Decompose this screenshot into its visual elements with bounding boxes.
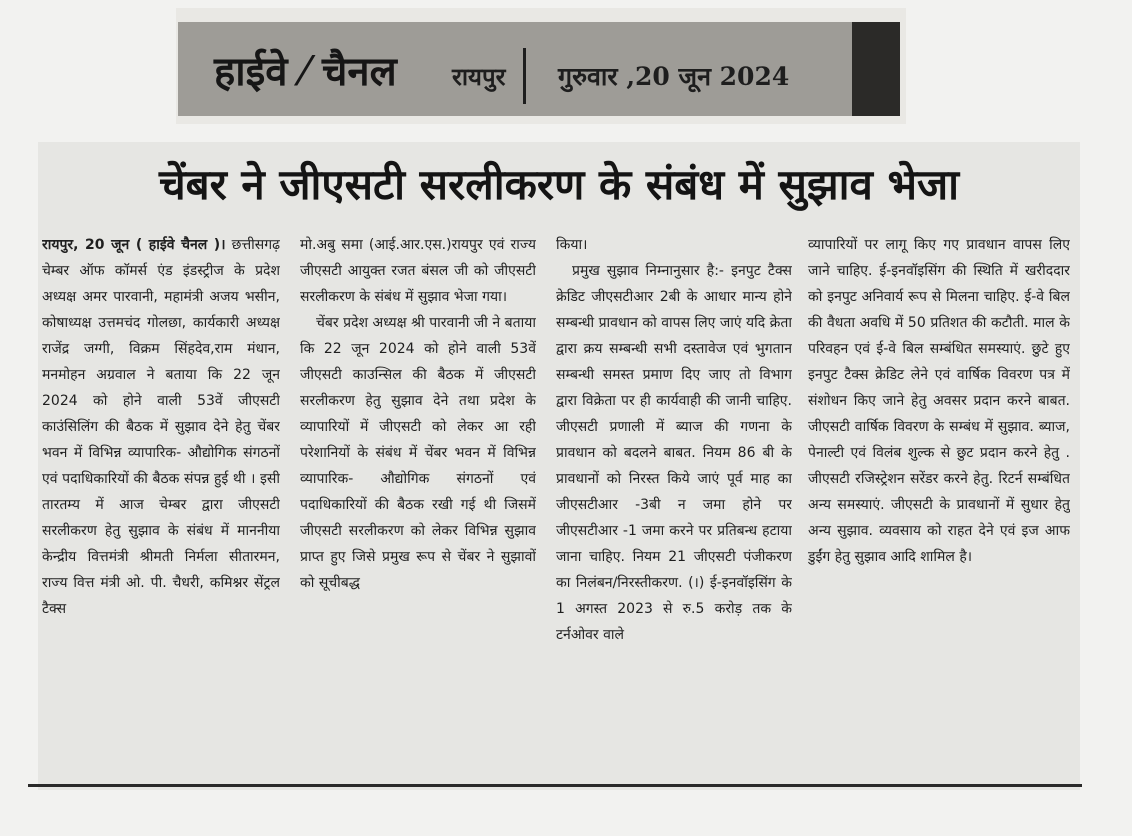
article-column-4	[808, 232, 1070, 772]
paragraph-text: छत्तीसगढ़ चेम्बर ऑफ कॉमर्स एंड इंडस्ट्रीज के प्रदेश अध्यक्ष अमर पारवानी, महामंत्री अजय भसीन, कोषाध्यक्ष उत्तमचंद गोलछा, कार्यकारी अध्यक्ष राजेंद्र जग्गी, विक्रम सिंहदेव,राम मंधान, मनमोहन अग्रवाल ने बताया कि 22 जून 2024 को होने वाली 53वें जीएसटी काउंसिलिंग की बैठक में सुझाव देने हेतु चेंबर भवन में विभिन्न व्यापारिक- औद्योगिक संगठनों एवं पदाधिकारियों की बैठक संपन्न हुई थी । इसी तारतम्य में आज चेम्बर द्वारा जीएसटी सरलीकरण हेतु सुझाव के संबंध में माननीया केन्द्रीय वित्तमंत्री श्रीमती निर्मला सीतारमन, राज्य वित्त मंत्री ओ. पी. चैधरी, कमिश्नर सेंट्रल टैक्स	[42, 237, 280, 617]
masthead-city: रायपुर	[452, 62, 506, 91]
news-article	[38, 142, 1080, 790]
article-dateline: रायपुर, 20 जून ( हाईवे चैनल )।	[42, 237, 226, 253]
article-paragraph	[42, 232, 280, 622]
article-paragraph: व्यापारियों पर लागू किए गए प्रावधान वापस लिए जाने चाहिए. ई-इनवॉइसिंग की स्थिति में खरीददार को इनपुट अनिवार्य रूप से मिलना चाहिए. ई-वे बिल की वैधता अवधि में 50 प्रतिशत की कटौती. माल के परिवहन एवं ई-वे बिल सम्बंधित समस्याएं. छुटे हुए इनपुट टैक्स क्रेडिट लेने एवं वार्षिक विवरण पत्र में संशोधन किए जाने हेतु अवसर प्रदान करने बाबत. जीएसटी वार्षिक विवरण के सम्बंध में सुझाव. ब्याज, पेनाल्टी एवं विलंब शुल्क से छुट प्रदान करने हेतु . जीएसटी रजिस्ट्रेशन सरेंडर करने हेतु. रिटर्न सम्बंधित अन्य समस्याएं. जीएसटी के प्रावधानों में सुधार हेतु अन्य सुझाव. व्यवसाय को राहत देने एवं इज आफ डुईंग हेतु सुझाव आदि शामिल है।	[808, 237, 1070, 565]
masthead-band	[178, 22, 900, 116]
article-headline: चेंबर ने जीएसटी सरलीकरण के संबंध में सुझाव भेजा	[158, 160, 960, 209]
newspaper-masthead	[176, 8, 906, 124]
article-paragraph: प्रमुख सुझाव निम्नानुसार है:- इनपुट टैक्स क्रेडिट जीएसटीआर 2बी के आधार मान्य होने सम्बन्धी प्रावधान को वापस लिए जाएं यदि क्रेता द्वारा क्रय सम्बन्धी सभी दस्तावेज एवं भुगतान सम्बन्धी समस्त प्रमाण दिए जाए तो विभाग द्वारा विक्रेता पर ही कार्यवाही की जानी चाहिए. जीएसटी प्रणाली में ब्याज की गणना के प्रावधान को बदलने बाबत. नियम 86 बी के प्रावधानों को निरस्त किये जाएं पूर्व माह का जीएसटीआर -3बी न जमा होने पर जीएसटीआर -1 जमा करने पर प्रतिबन्ध हटाया जाना चाहिए. नियम 21 जीएसटी पंजीकरण का निलंबन/निरस्तीकरण. (।) ई-इनवॉइसिंग के 1 अगस्त 2023 से रु.5 करोड़ तक के टर्नओवर वाले	[556, 263, 792, 643]
masthead-dark-edge	[852, 22, 900, 116]
article-column-1	[42, 232, 280, 772]
article-paragraph: किया।	[556, 237, 588, 253]
article-column-2	[300, 232, 536, 772]
newspaper-name: हाईवे ⁄ चैनल	[214, 48, 397, 95]
bottom-rule	[28, 784, 1082, 787]
masthead-date: गुरुवार ,20 जून 2024	[558, 62, 790, 91]
article-column-3	[556, 232, 792, 772]
article-paragraph: चेंबर प्रदेश अध्यक्ष श्री पारवानी जी ने बताया कि 22 जून 2024 को होने वाली 53वें जीएसटी काउन्सिल की बैठक में जीएसटी सरलीकरण हेतु सुझाव देने तथा प्रदेश के व्यापारियों में जीएसटी को लेकर आ रही परेशानियों के संबंध में चेंबर भवन में विभिन्न व्यापारिक- औद्योगिक संगठनों एवं पदाधिकारियों की बैठक रखी गई थी जिसमें जीएसटी सरलीकरण को लेकर विभिन्न सुझाव प्राप्त हुए जिसे प्रमुख रूप से चेंबर ने सुझावों को सूचीबद्ध	[300, 315, 536, 591]
masthead-divider	[523, 48, 526, 104]
article-paragraph: मो.अबु समा (आई.आर.एस.)रायपुर एवं राज्य जीएसटी आयुक्त रजत बंसल जी को जीएसटी सरलीकरण के संबंध में सुझाव भेजा गया।	[300, 237, 536, 305]
